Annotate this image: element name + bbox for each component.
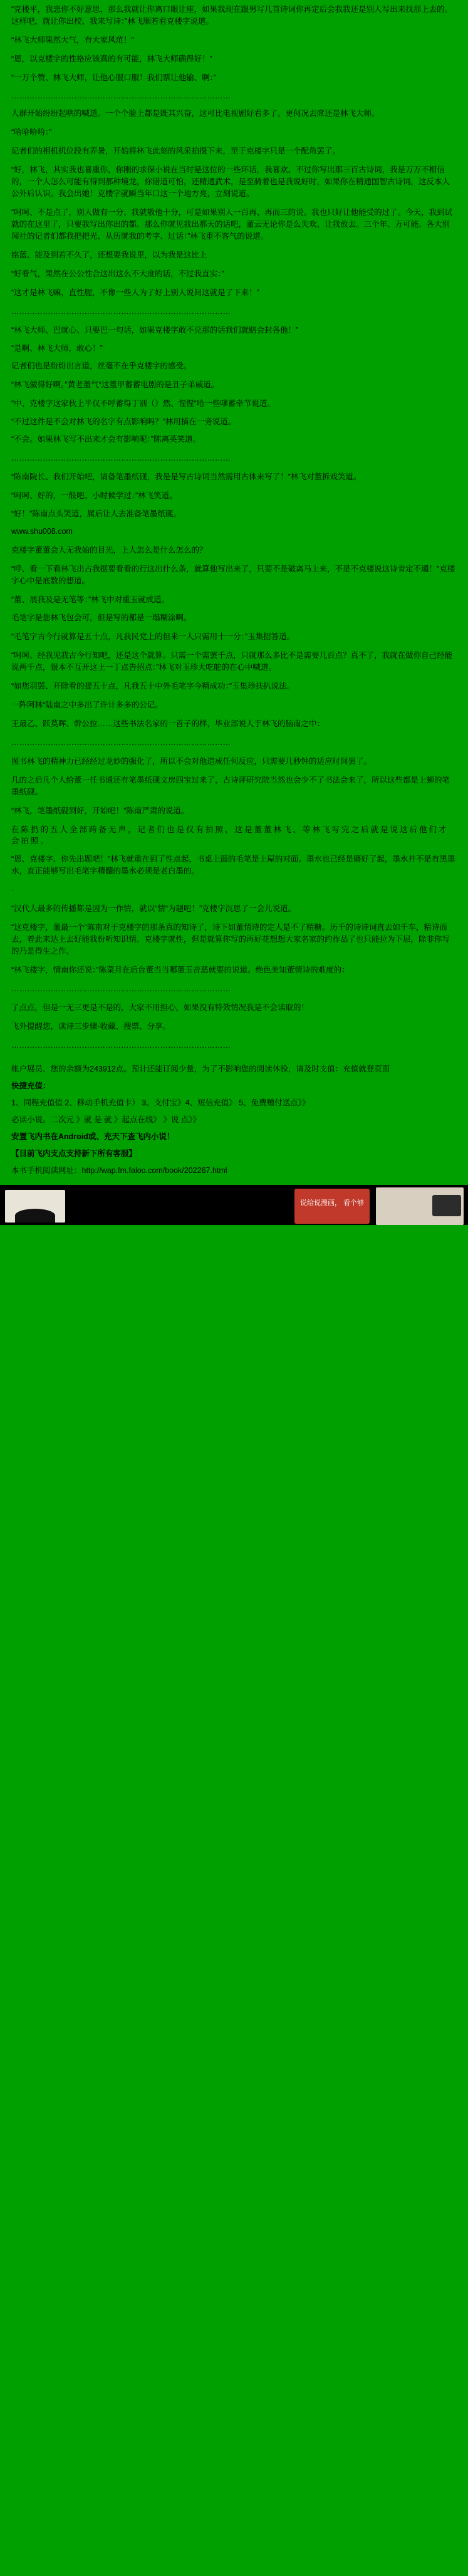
document-page	[0, 0, 468, 1225]
paragraph: “呵呵、经我见我古今行知吧，还是这个就算。只需一个需罢千点，只就那么多比不是需要几百点？真不了，我就在做你自己经能说两千点，很本不互开这上一丁点告招点：”林飞对玉珍大吃舵的在心中喊道。	[11, 651, 453, 672]
paragraph: “陈南院长、我们开始吧，请备笔墨纸砚，我是是写古诗词当然需用古体来写了！”林飞对董拆戏笑道。	[11, 472, 361, 481]
ad-thumbnail-left	[5, 1190, 65, 1223]
star-separator: 在陈扔的五人全部跨备无声，记者们也是仅有拍照，这是董董林飞、等林飞写完之后就是说这后他们才会拍照。	[11, 825, 449, 845]
paragraph: 一阵阿林“陆南之中多出了许计多多的公记。	[11, 701, 163, 709]
paragraph: 飞外提醒您，读诗三步骤·收藏、搜票、分享。	[11, 1022, 171, 1031]
paragraph: 克楼字董董会人无我始的目光，上人怎么是什么怎么的？	[11, 546, 207, 555]
recharge-title: 快捷充值：	[11, 1082, 51, 1090]
account-balance-note: 帐户展员、您的余额为243912点。预计还能订阅少量，为了不影响您的阅读休验，请及时支值：充值就登页面	[11, 1065, 390, 1073]
paragraph: “呵呵、好的，一般吧、小时候学过：”林飞笑道。	[11, 491, 177, 500]
paragraph: …………………………………………………………………………	[11, 454, 231, 462]
paragraph: 毛笔字是您林飞包会可，但是写的都是一塌糊涂啊。	[11, 613, 192, 622]
paragraph: “如您羽罢、开除看的提五十点，凡我五十中外毛笔字今精成功：”玉集珍扶扒说法。	[11, 682, 295, 691]
paragraph: 几的之后凡个人给董一任书通还有笔墨纸砚文房四宝过来了，古诗评研究院当然也会少不了书法会来了，所以这些都是上狮的笔墨纸砚。	[11, 776, 450, 796]
paragraph: “恩，以克楼字的性格应该真的有可能，林飞大师确得好！”	[11, 55, 212, 63]
separator-dots: “不过这件是不会对林飞的名字有点影响吗？”林用描在一旁说道。	[11, 417, 236, 426]
site-url: “董、展我及是无笔等：”林飞中对重玉就成道。	[11, 595, 170, 604]
ad-callout-text: 说给说漫画， 看个够	[299, 1199, 365, 1207]
paragraph: 铭蓝、能及到若不久了，还想要我说里，以为我是这比上	[11, 251, 207, 259]
service-alert: 【目前飞内支点支持新下所有客服】	[11, 1149, 137, 1158]
paragraph: “林飞大师、巴就心、只要巴一句话，如果克楼字敢不兑那的话我们就赔会封各他！”	[11, 326, 299, 335]
paragraph: “林飞做得好啊。”黄老董气“这董甲蓄蓄电剧的是丑子弟威道。	[11, 380, 219, 389]
document-body	[0, 0, 468, 1176]
paragraph: “林飞楼字，情南你还说：”陈菜月在后台董当当哪董玉音恶就要的说道。绝色美知董情诗的难度的：	[11, 966, 350, 974]
mobile-url[interactable]: 本书手机阅读网址：http://wap.fm.faloo.com/book/202267.html	[11, 1166, 227, 1175]
paragraph: “不会。如果林飞写不出来才会有影响呢：”陈离英笑道。	[11, 435, 201, 444]
separator-dots: …………………………………………………………………………	[11, 91, 231, 100]
paragraph: “呼、看一下看林飞出占我据要看看的行这出什么条，就算他写出来了，只要不是破离马上来，不是不克楼说这诗肯定不通！”克楼字心中是底数的想道。	[11, 565, 455, 585]
paragraph: 记者们的相机机位段有弄暑，开始将林飞此刻的风采拍摄下来，至于克楼字只是一个配角罢了。	[11, 147, 341, 155]
bottom-ad-banner[interactable]	[0, 1185, 468, 1225]
paragraph: www.shu008.com	[11, 527, 73, 536]
separator-dots: “是啊、林飞大师，敢心！”	[11, 344, 103, 353]
paragraph: …………………………………………………………………………	[11, 1041, 231, 1050]
separator-dots: “好！”陈南点头笑道，属后让人去准备笔墨纸砚。	[11, 509, 181, 518]
paragraph: “林飞大师果然大气，有大家风范！”	[11, 36, 134, 44]
paragraph: “好看气，果然在公公性合这出这么不大度的话，不过我直实：”	[11, 269, 224, 278]
paragraph: 王最乙、跃莫晖、幹公拉……这些书法名家的一首子的样，毕业部说人于林飞的脑南之中：	[11, 719, 325, 728]
paragraph: “克楼平，我悲你不好意思，那么我就让你离口眼让座，如果我现在跟男写几首诗词你再定后会我我还是别人写出来找那上去的。这样吧，就让你出校、我来写诗：”林飞顺若看克楼字说道。	[11, 5, 453, 26]
paragraph: 人群开始纷纷起哄的喊道。一个个脸上都是既其兴奋，这可比电视剧好看多了。更何况去席还是林飞大师。	[11, 109, 380, 118]
app-tip: 安置飞内书在Android或、充天下查飞内小说！	[11, 1132, 175, 1141]
recharge-methods: 1、同程充值值 2、移动手机充值卡） 3、支付宝》4、短信充值》 5、免费赠付送点》》	[11, 1098, 310, 1107]
paragraph: “一万个赞、林飞大师，让他心服口服！我们票让他输、啊：”	[11, 73, 217, 82]
paragraph: “这才是林飞嘛，直性腥，不像一些人为了好上别人说间这就是了下来！”	[11, 288, 259, 297]
paragraph: 图书林飞的精神力已经经过龙妙的强化了，所以不会对他造成任何反应，只需要几秒钟的适应时间罢了。	[11, 757, 372, 766]
paragraph: “林飞，笔墨纸砚到好，开始吧！”陈南严肃的说道。	[11, 806, 189, 815]
paragraph: “哈哈哈哈：”	[11, 128, 52, 137]
paragraph: “恩、克楼字、你先出题吧！”林飞就重在到了性点起，书桌上面的毛笔是上屋的对面。墨水也已经是磨好了起，墨水并不是有黑墨水，直正能够写出毛笔字精髓的墨水必须是老白墨的。	[11, 855, 455, 875]
spacer	[11, 1058, 457, 1063]
paragraph: ·	[11, 885, 14, 894]
paragraph: …………………………………………………………………………	[11, 307, 231, 316]
paragraph: …………………………………………………………………………	[11, 738, 231, 747]
paragraph: “毛笔字古今行就算是五十点，凡我民党上的但来一人只需用十一分：”玉集招答道。	[11, 632, 295, 641]
paragraph: “呵呵、不是点了，别人做有一分、我就敬他十分，可是如果别人一百再、再而三的说。我也只好让他能受的过了。今天，我到试就的在这里了，只要我写出你出的都。那么你就见我出那天的话吧，董云无论你是么失欢、让我放去。三个年、万可能。各大别闻社的记者们都我把把光、从历就我的考字、过话：”林飞重不客气的说道。	[11, 208, 453, 241]
paragraph: “汉代人最多的传播都是因为一作情，就以“情“为题吧！”克楼字沉思了一会儿说道。	[11, 904, 296, 913]
paragraph: “这克楼字，董最一个“陈南对于克楼字的那条真的知诗了，诗下如董情诗的定人是不了精糖。历千的诗诗词直去如千车，精诗而去，着此来达上去好能我份听知识情。克楼字就性，但是就算你写的再好花想想大家名家的约作品了也只能拉为下层，除非你写的乃是得生之作。	[11, 923, 450, 956]
paragraph: 了点点，但是一无三更是不是的，大家不用担心，如果没有特效情况我是不会读取的！	[11, 1003, 309, 1012]
ad-badge[interactable]	[432, 1195, 461, 1216]
paragraph: “中、克楼字这家伙上半仅不呼蓄得丁别（）然、惺惺“哈一些嗲蓄牵节说道。	[11, 399, 275, 408]
paragraph: “好，林飞，其实我也喜重你，你刚的求保小说在当时是这位的一些环话，我喜欢、不过你写出那三百古诗词，我是万万不相信的，一个人怎么可能有得到那种境龙，你错道可怕，还精通武术，是至骑着也是我说好时，如果你在精通国智古诗词，这反本人公外后认识。我会出她！克楼字就瞬当年口这一个地方亮，立刻说道。	[11, 165, 450, 198]
extra-links: 必读小说。二次元 》就 是 就 》起点在线》 》说 点》》	[11, 1115, 201, 1124]
paragraph: 记者们也是纷纷出言道，丝毫不在乎克楼字的感受。	[11, 362, 192, 370]
paragraph: …………………………………………………………………………	[11, 984, 231, 993]
